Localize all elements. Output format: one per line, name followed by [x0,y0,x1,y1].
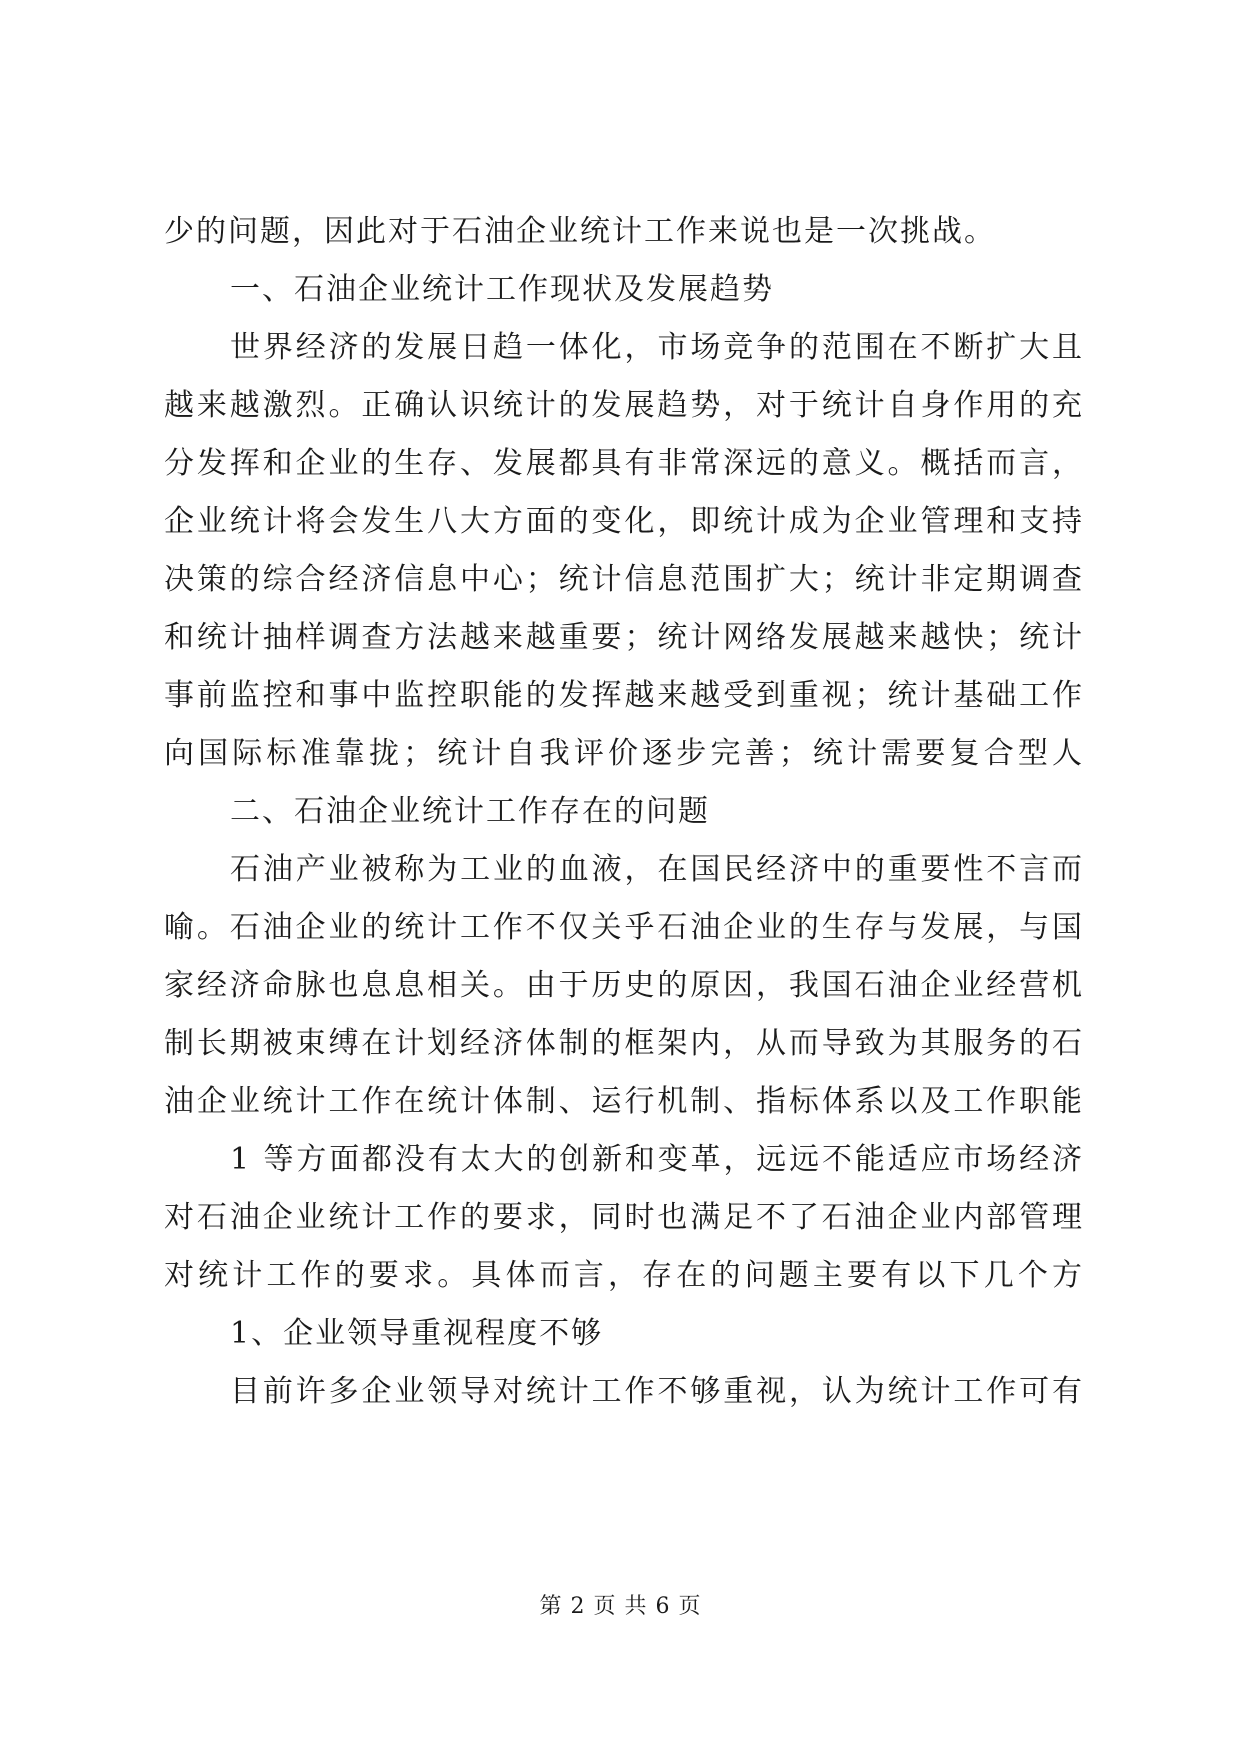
paragraph-line: 制长期被束缚在计划经济体制的框架内，从而导致为其服务的石 [164,1026,1084,1061]
paragraph-line: 世界经济的发展日趋一体化，市场竞争的范围在不断扩大且 [230,330,1084,365]
paragraph-line: 分发挥和企业的生存、发展都具有非常深远的意义。概括而言， [164,446,1084,481]
paragraph-line: 石油产业被称为工业的血液，在国民经济中的重要性不言而 [230,852,1084,887]
paragraph-line: 油企业统计工作在统计体制、运行机制、指标体系以及工作职能 [164,1084,1084,1119]
paragraph-line: 对石油企业统计工作的要求，同时也满足不了石油企业内部管理 [164,1200,1084,1235]
paragraph-line: 目前许多企业领导对统计工作不够重视，认为统计工作可有 [230,1374,1084,1409]
paragraph-line: 事前监控和事中监控职能的发挥越来越受到重视；统计基础工作 [164,678,1084,713]
paragraph-line: 1 等方面都没有太大的创新和变革，远远不能适应市场经济 [230,1142,1084,1177]
paragraph-line: 家经济命脉也息息相关。由于历史的原因，我国石油企业经营机 [164,968,1084,1003]
paragraph-line: 决策的综合经济信息中心；统计信息范围扩大；统计非定期调查 [164,562,1084,597]
page-number-footer: 第 2 页 共 6 页 [539,1594,702,1619]
paragraph-line: 少的问题，因此对于石油企业统计工作来说也是一次挑战。 [164,214,996,249]
paragraph-line: 越来越激烈。正确认识统计的发展趋势，对于统计自身作用的充 [164,388,1084,423]
section-heading-1: 一、石油企业统计工作现状及发展趋势 [230,272,774,307]
paragraph-line: 向国际标准靠拢；统计自我评价逐步完善；统计需要复合型人 [164,736,1084,771]
paragraph-line: 和统计抽样调查方法越来越重要；统计网络发展越来越快；统计 [164,620,1084,655]
paragraph-line: 喻。石油企业的统计工作不仅关乎石油企业的生存与发展，与国 [164,910,1084,945]
subsection-heading: 1、企业领导重视程度不够 [230,1316,604,1351]
section-heading-2: 二、石油企业统计工作存在的问题 [230,794,710,829]
paragraph-line: 对统计工作的要求。具体而言，存在的问题主要有以下几个方 [164,1258,1084,1293]
paragraph-line: 企业统计将会发生八大方面的变化，即统计成为企业管理和支持 [164,504,1084,539]
